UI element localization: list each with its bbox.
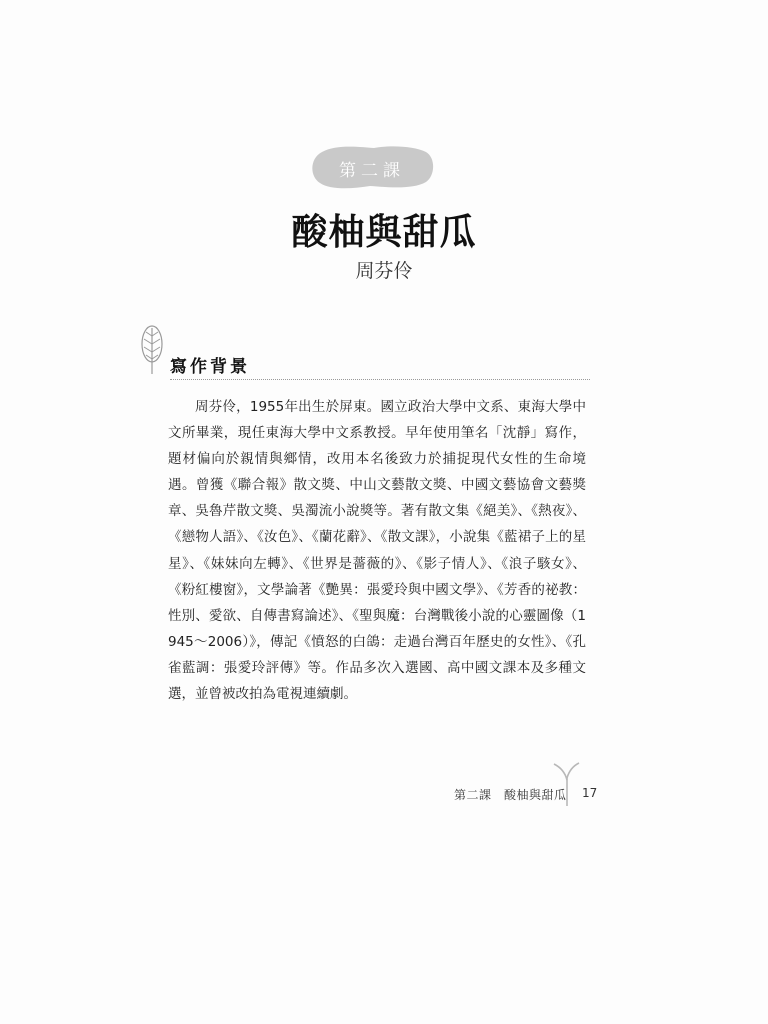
running-title: 第二課 酸柚與甜瓜 xyxy=(454,788,567,802)
lesson-badge xyxy=(308,144,436,190)
section-heading: 寫作背景 xyxy=(170,357,250,377)
author-name: 周芬伶 xyxy=(355,260,413,282)
body-paragraph: 周芬伶，1955年出生於屏東。國立政治大學中文系、東海大學中文所畢業，現任東海大學中文系教授。早年使用筆名「沈靜」寫作，題材偏向於親情與鄉情，改用本名後致力於捕捉現代女性的生命境遇。曾獲《聯合報》散文獎、中山文藝散文獎、中國文藝協會文藝獎章、吳魯芹散文獎、吳濁流小說獎等。著有散文集《絕美》、《熱夜》、《戀物人語》、《汝色》、《蘭花辭》、《散文課》，小說集《藍裙子上的星星》、《妹妹向左轉》、《世界是薔薇的》、《影子情人》、《浪子駭女》、《粉紅樓窗》，文學論著《艷異：張愛玲與中國文學》、《芳香的祕教：性別、愛欲、自傳書寫論述》、《聖與魔：台灣戰後小說的心靈圖像（1945～2006）》，傳記《憤怒的白鴿：走過台灣百年歷史的女性》、《孔雀藍調：張愛玲評傳》等。作品多次入選國、高中國文課本及多種文選，並曾被改拍為電視連續劇。 xyxy=(168,399,586,703)
sprout-icon xyxy=(552,762,582,806)
leaf-icon xyxy=(138,322,168,378)
section-divider xyxy=(170,379,590,380)
lesson-title: 酸柚與甜瓜 xyxy=(291,211,477,253)
page-number: 17 xyxy=(582,786,598,800)
lesson-number: 第二課 xyxy=(339,161,405,181)
section-header xyxy=(136,322,596,382)
page-footer xyxy=(440,762,610,810)
